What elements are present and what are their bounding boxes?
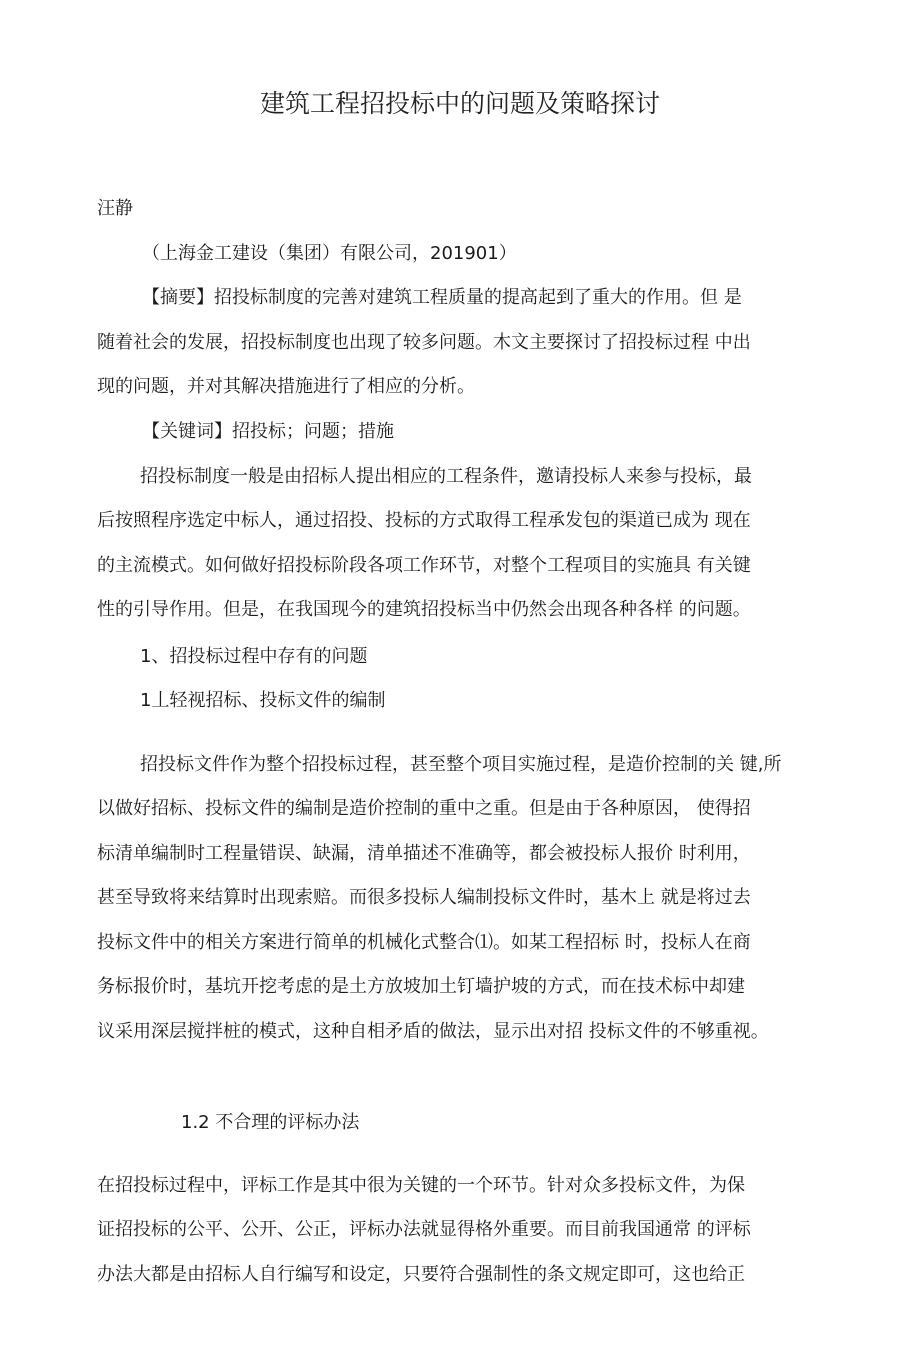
- section-heading: 1、招投标过程中存有的问题: [140, 646, 368, 667]
- paragraph-line: 在招投标过程中，评标工作是其中很为关键的一个环节。针对众多投标文件，为保: [97, 1175, 745, 1196]
- paragraph-line: 务标报价时，基坑开挖考虑的是土方放坡加土钉墙护坡的方式，而在技术标中却建: [97, 976, 745, 997]
- paragraph-line: 办法大都是由招标人自行编写和设定，只要符合强制性的条文规定即可，这也给正: [97, 1264, 745, 1285]
- affiliation: （上海金工建设（集团）有限公司，201901）: [142, 243, 517, 264]
- intro-line: 后按照程序选定中标人，通过招投、投标的方式取得工程承发包的渠道已成为 现在: [97, 510, 751, 531]
- paragraph-line: 议采用深层搅拌桩的模式，这种自相矛盾的做法，显示出对招 投标文件的不够重视。: [97, 1021, 769, 1042]
- intro-line: 招投标制度一般是由招标人提出相应的工程条件，邀请投标人来参与投标，最: [140, 466, 752, 487]
- paragraph-line: 标清单编制时工程量错误、缺漏，清单描述不准确等，都会被投标人报价 时利用，: [97, 843, 751, 864]
- paragraph-line: 投标文件中的相关方案进行简单的机械化式整合⑴。如某工程招标 时，投标人在商: [97, 932, 751, 953]
- document-title: 建筑工程招投标中的问题及策略探讨: [259, 89, 660, 118]
- abstract-line: 随着社会的发展，招投标制度也出现了较多问题。木文主要探讨了招投标过程 中出: [97, 332, 751, 353]
- paragraph-line: 证招投标的公平、公开、公正，评标办法就显得格外重要。而目前我国通常 的评标: [97, 1219, 751, 1240]
- paragraph-line: 招投标文件作为整个招投标过程，甚至整个项目实施过程，是造价控制的关 键,所: [140, 754, 782, 775]
- intro-line: 性的引导作用。但是，在我国现今的建筑招投标当中仍然会出现各种各样 的问题。: [97, 599, 751, 620]
- subsection-heading: 1.2 不合理的评标办法: [181, 1112, 360, 1133]
- paragraph-line: 甚至导致将来结算时出现索赔。而很多投标人编制投标文件时，基木上 就是将过去: [97, 887, 751, 908]
- subsection-heading: 1丄轻视招标、投标文件的编制: [140, 690, 386, 711]
- author-name: 汪静: [97, 198, 133, 219]
- paragraph-line: 以做好招标、投标文件的编制是造价控制的重中之重。但是由于各种原因， 使得招: [97, 798, 751, 819]
- abstract-line: 现的问题，并对其解决措施进行了相应的分析。: [97, 376, 475, 397]
- keywords: 【关键词】招投标；问题；措施: [142, 421, 394, 442]
- intro-line: 的主流模式。如何做好招投标阶段各项工作环节，对整个工程项目的实施具 有关键: [97, 555, 751, 576]
- abstract-line: 【摘要】招投标制度的完善对建筑工程质量的提高起到了重大的作用。但 是: [142, 287, 742, 308]
